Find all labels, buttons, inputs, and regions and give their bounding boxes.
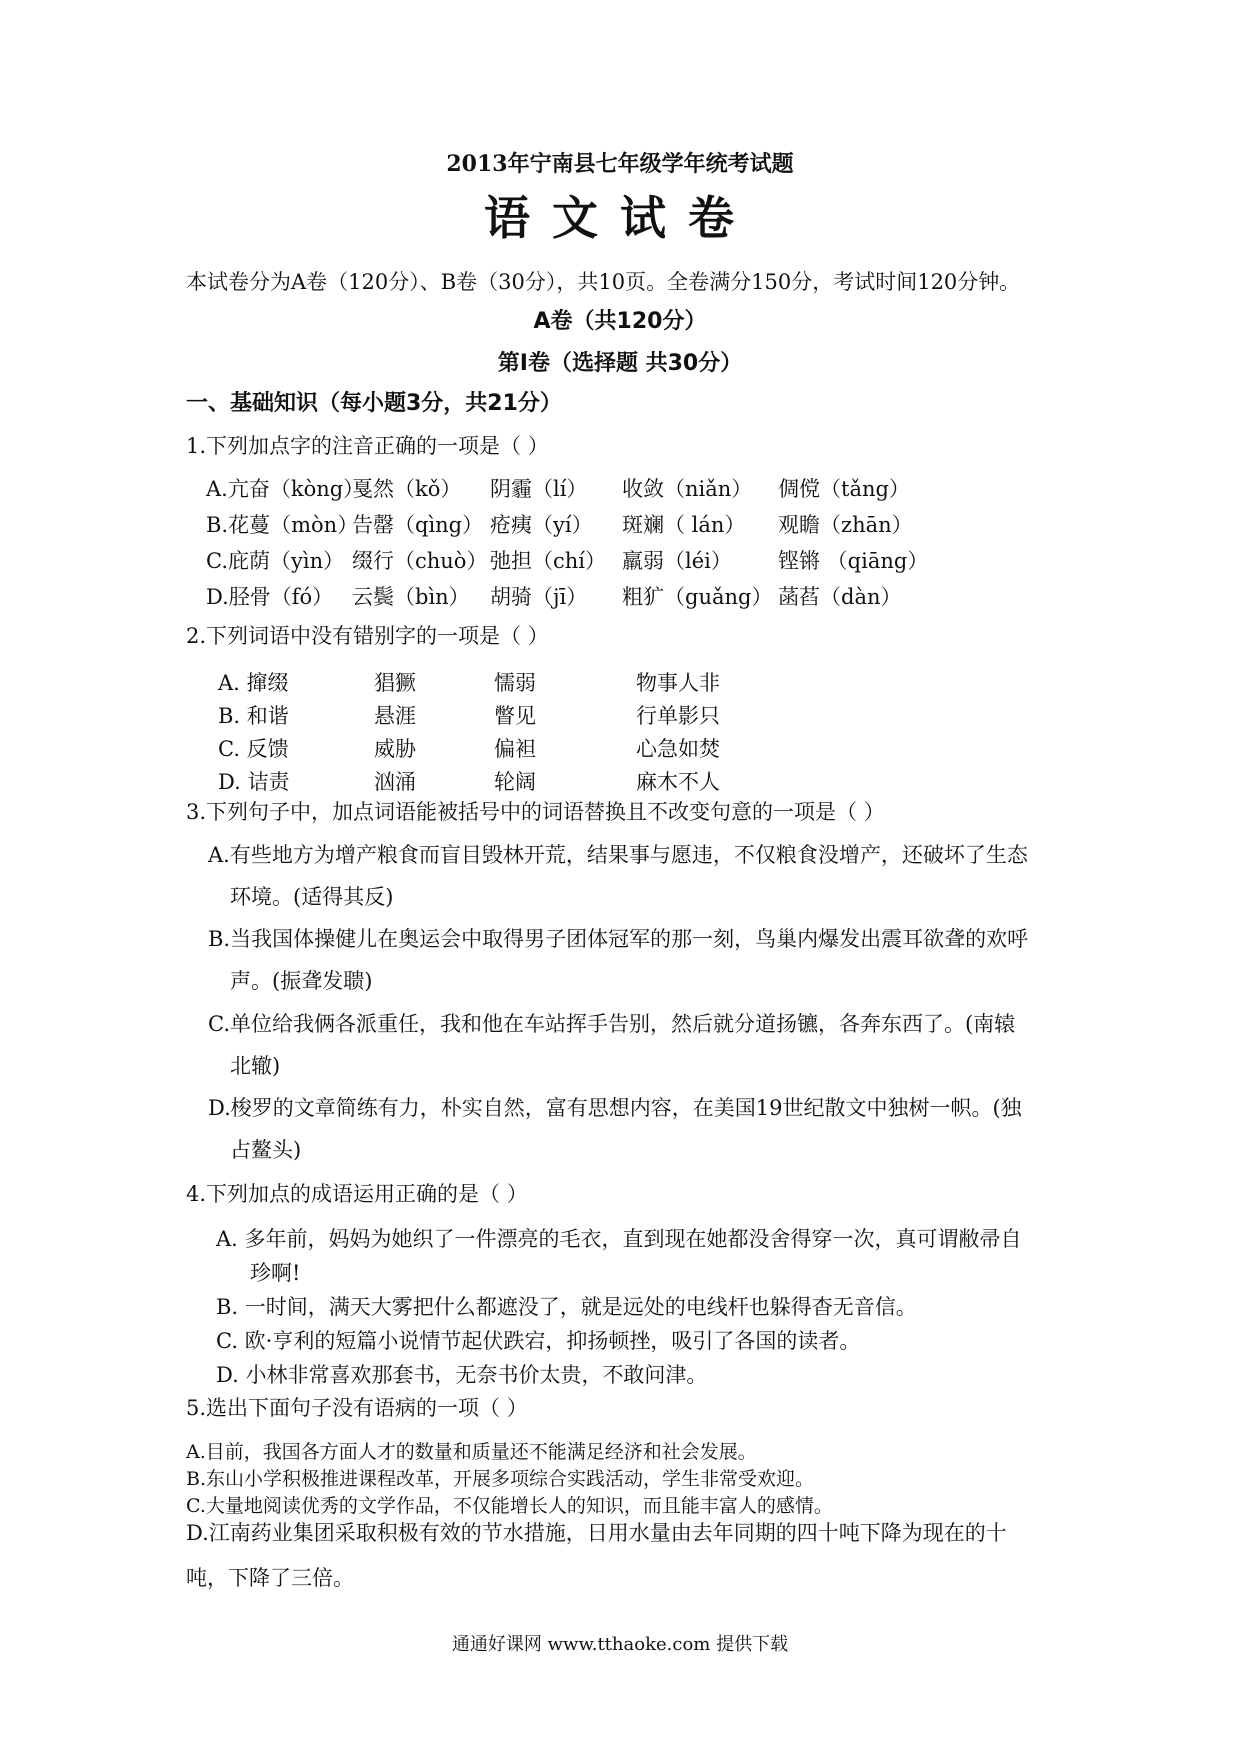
section-one-heading: 一、基础知识（每小题3分，共21分） xyxy=(186,391,562,416)
q1-option-b-5: 观瞻（zhān） xyxy=(778,513,913,537)
question-4-stem: 4.下列加点的成语运用正确的是（ ） xyxy=(186,1182,528,1206)
q5-option-a: A.目前，我国各方面人才的数量和质量还不能满足经济和社会发展。 xyxy=(186,1441,757,1463)
q2-option-b-4: 行单影只 xyxy=(636,704,720,728)
question-5-stem: 5.选出下面句子没有语病的一项（ ） xyxy=(186,1396,528,1420)
q2-option-a-1: A. 撺缀 xyxy=(218,671,289,695)
q5-option-d-line-2: 吨，下降了三倍。 xyxy=(186,1566,354,1590)
q1-option-b-3: 疮痍（yí） xyxy=(490,513,593,537)
q3-option-b-line-2: 声。(振聋发聩) xyxy=(230,969,373,993)
question-3-stem: 3.下列句子中，加点词语能被括号中的词语替换且不改变句意的一项是（ ） xyxy=(186,800,885,824)
q2-option-b-2: 悬涯 xyxy=(374,704,416,728)
q1-option-c-2: 缀行（chuò） xyxy=(352,549,488,573)
q2-option-a-3: 懦弱 xyxy=(494,671,536,695)
q4-option-d: D. 小林非常喜欢那套书，无奈书价太贵，不敢问津。 xyxy=(216,1363,708,1387)
main-title: 语文试卷 xyxy=(484,191,756,245)
q2-option-a-4: 物事人非 xyxy=(636,671,720,695)
q2-option-c-3: 偏袒 xyxy=(494,737,536,761)
q5-option-d-line-1: D.江南药业集团采取积极有效的节水措施，日用水量由去年同期的四十吨下降为现在的十 xyxy=(186,1521,1007,1545)
question-1-stem: 1.下列加点字的注音正确的一项是（ ） xyxy=(186,434,549,458)
q5-option-b: B.东山小学积极推进课程改革，开展多项综合实践活动，学生非常受欢迎。 xyxy=(186,1468,815,1490)
q1-option-c-3: 弛担（chí） xyxy=(490,549,607,573)
q2-option-d-2: 汹涌 xyxy=(374,770,416,794)
q1-option-a-3: 阴霾（lí） xyxy=(490,477,588,501)
exam-title: 2013年宁南县七年级学年统考试题 xyxy=(446,151,794,177)
q5-option-c: C.大量地阅读优秀的文学作品，不仅能增长人的知识，而且能丰富人的感情。 xyxy=(186,1495,833,1517)
q2-option-d-4: 麻木不人 xyxy=(636,770,720,794)
q4-option-b: B. 一时间，满天大雾把什么都遮没了，就是远处的电线杆也躲得杳无音信。 xyxy=(216,1295,917,1319)
q1-option-c-1: C.庇荫（yìn） xyxy=(206,549,345,573)
q4-option-c: C. 欧·亨利的短篇小说情节起伏跌宕，抑扬顿挫，吸引了各国的读者。 xyxy=(216,1329,861,1353)
volume-a-heading: A卷（共120分） xyxy=(533,309,707,334)
q2-option-b-1: B. 和谐 xyxy=(218,704,289,728)
q4-option-a-line-2: 珍啊! xyxy=(250,1261,301,1285)
q2-option-d-3: 轮阔 xyxy=(494,770,536,794)
part-one-heading: 第Ⅰ卷（选择题 共30分） xyxy=(497,351,743,376)
q1-option-d-4: 粗犷（guǎng） xyxy=(622,585,773,609)
q3-option-b-line-1: B.当我国体操健儿在奥运会中取得男子团体冠军的那一刻，鸟巢内爆发出震耳欲聋的欢呼 xyxy=(208,927,1029,951)
q1-option-b-4: 斑斓（ lán） xyxy=(622,513,746,537)
q1-option-a-5: 倜傥（tǎng） xyxy=(778,477,910,501)
q3-option-a-line-2: 环境。(适得其反) xyxy=(230,885,394,909)
q1-option-c-5: 铿锵 （qiāng） xyxy=(778,549,929,573)
q2-option-c-1: C. 反馈 xyxy=(218,737,289,761)
q1-option-b-1: B.花蔓（mòn） xyxy=(206,513,359,537)
q2-option-a-2: 猖獗 xyxy=(374,671,416,695)
q2-option-b-3: 瞥见 xyxy=(494,704,536,728)
exam-intro: 本试卷分为A卷（120分）、B卷（30分），共10页。全卷满分150分，考试时间120分钟。 xyxy=(186,270,1021,294)
q1-option-d-3: 胡骑（jī） xyxy=(490,585,588,609)
page-footer: 通通好课网 www.tthaoke.com 提供下载 xyxy=(451,1634,789,1655)
q3-option-c-line-1: C.单位给我俩各派重任，我和他在车站挥手告别，然后就分道扬镳，各奔东西了。(南辕 xyxy=(208,1012,1016,1036)
q1-option-d-2: 云鬓（bìn） xyxy=(352,585,470,609)
q1-option-d-5: 菡萏（dàn） xyxy=(778,585,902,609)
q3-option-c-line-2: 北辙) xyxy=(230,1054,281,1078)
q1-option-c-4: 羸弱（léi） xyxy=(622,549,732,573)
question-2-stem: 2.下列词语中没有错别字的一项是（ ） xyxy=(186,624,549,648)
q1-option-a-4: 收敛（niǎn） xyxy=(622,477,753,501)
q1-option-b-2: 告罄（qìng） xyxy=(352,513,484,537)
q3-option-d-line-1: D.梭罗的文章简练有力，朴实自然，富有思想内容，在美国19世纪散文中独树一帜。(独 xyxy=(208,1096,1022,1120)
q3-option-d-line-2: 占鳌头) xyxy=(230,1138,302,1162)
q2-option-d-1: D. 诘责 xyxy=(218,770,290,794)
q1-option-a-1: A.亢奋（kòng） xyxy=(206,477,365,501)
q1-option-a-2: 戛然（kǒ） xyxy=(352,477,462,501)
q4-option-a-line-1: A. 多年前，妈妈为她织了一件漂亮的毛衣，直到现在她都没舍得穿一次，真可谓敝帚自 xyxy=(216,1227,1022,1251)
q2-option-c-2: 威胁 xyxy=(374,737,416,761)
q3-option-a-line-1: A.有些地方为增产粮食而盲目毁林开荒，结果事与愿违，不仅粮食没增产，还破坏了生态 xyxy=(208,843,1028,867)
q2-option-c-4: 心急如焚 xyxy=(636,737,720,761)
q1-option-d-1: D.胫骨（fó） xyxy=(206,585,334,609)
